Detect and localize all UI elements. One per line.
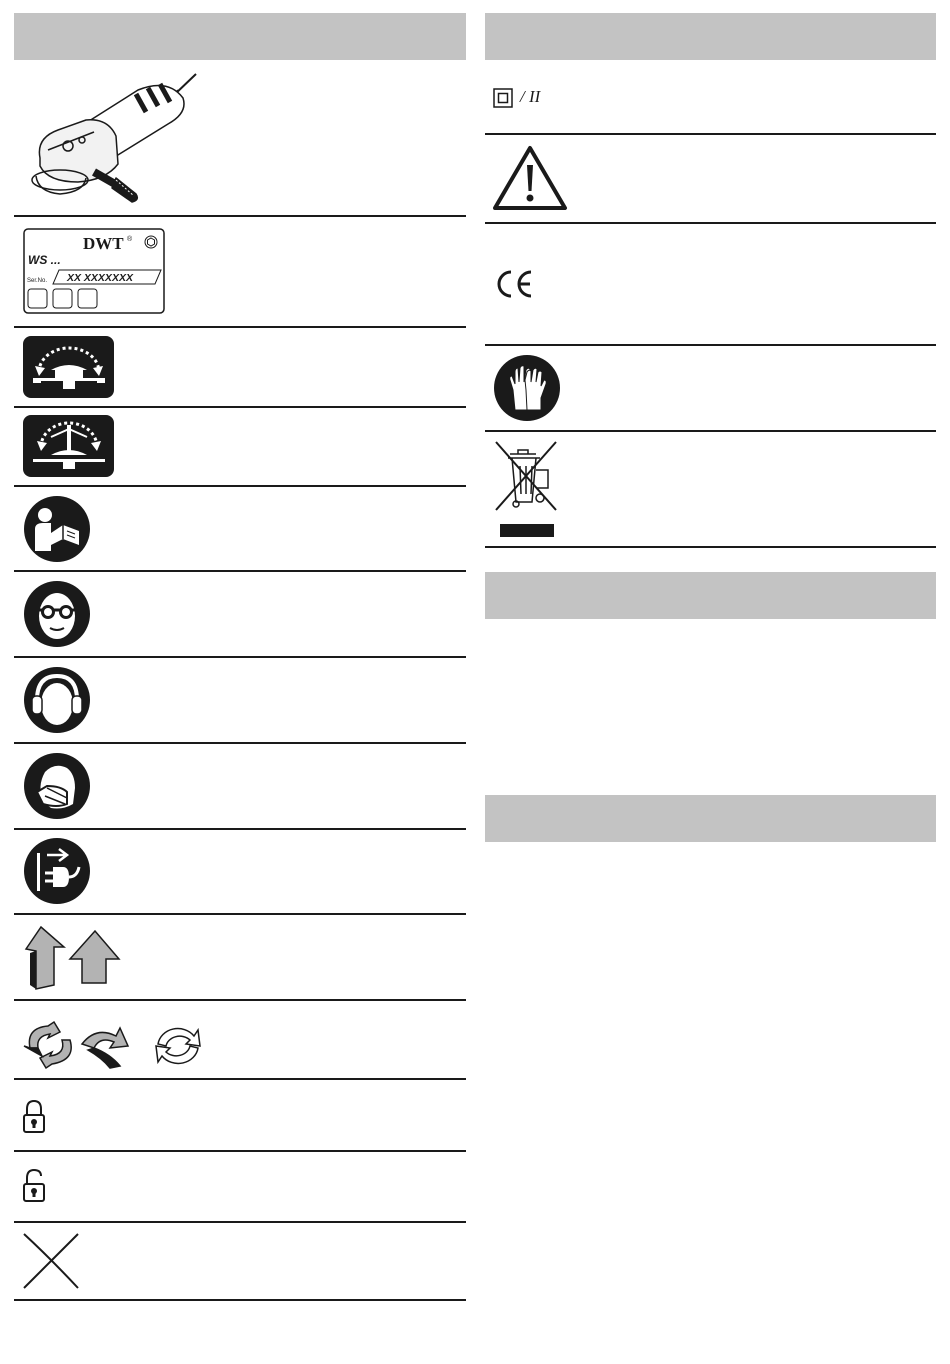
rating-plate-model: WS ...	[28, 253, 61, 267]
left-header-band	[14, 13, 466, 60]
row-divider	[14, 215, 466, 217]
guard-adjust-icon	[23, 415, 114, 477]
guard-rotation-icon	[23, 336, 114, 398]
rotation-arrows-icon	[22, 1018, 204, 1070]
row-divider	[14, 999, 466, 1001]
right-header-band	[485, 13, 936, 60]
warning-triangle-icon	[492, 145, 568, 211]
row-divider	[14, 570, 466, 572]
row-divider	[485, 430, 936, 432]
rating-plate-icon	[23, 228, 165, 314]
row-divider	[14, 828, 466, 830]
lock-open-icon	[22, 1168, 46, 1204]
row-divider	[14, 1221, 466, 1223]
rating-plate-serial-label: Ser.No.	[27, 278, 48, 284]
row-divider	[14, 656, 466, 658]
lock-closed-icon	[22, 1099, 46, 1135]
unplug-icon	[23, 837, 91, 905]
rating-plate-registered: ®	[127, 236, 133, 243]
angle-grinder-illustration	[18, 68, 208, 208]
section-header-band-2	[485, 572, 936, 619]
ce-mark-icon	[494, 269, 534, 299]
ear-protection-icon	[23, 666, 91, 734]
row-divider	[485, 344, 936, 346]
rating-plate-serial-value: XX XXXXXXX	[67, 272, 133, 284]
row-divider	[14, 1150, 466, 1152]
row-divider	[485, 546, 936, 548]
section-header-band-3	[485, 795, 936, 842]
dust-mask-icon	[23, 752, 91, 820]
gloves-icon	[493, 354, 561, 422]
direction-arrows-icon	[22, 925, 120, 991]
rating-plate-brand: DWT	[83, 234, 124, 253]
weee-bin-icon	[494, 440, 562, 540]
row-divider	[14, 1078, 466, 1080]
row-divider	[14, 913, 466, 915]
row-divider	[14, 1299, 466, 1301]
eye-protection-icon	[23, 580, 91, 648]
row-divider	[485, 222, 936, 224]
row-divider	[485, 133, 936, 135]
cross-icon	[22, 1232, 80, 1290]
row-divider	[14, 742, 466, 744]
read-manual-icon	[23, 495, 91, 563]
row-divider	[14, 326, 466, 328]
protection-class-icon	[493, 88, 513, 108]
row-divider	[14, 485, 466, 487]
row-divider	[14, 406, 466, 408]
protection-class-text: / II	[520, 87, 541, 106]
